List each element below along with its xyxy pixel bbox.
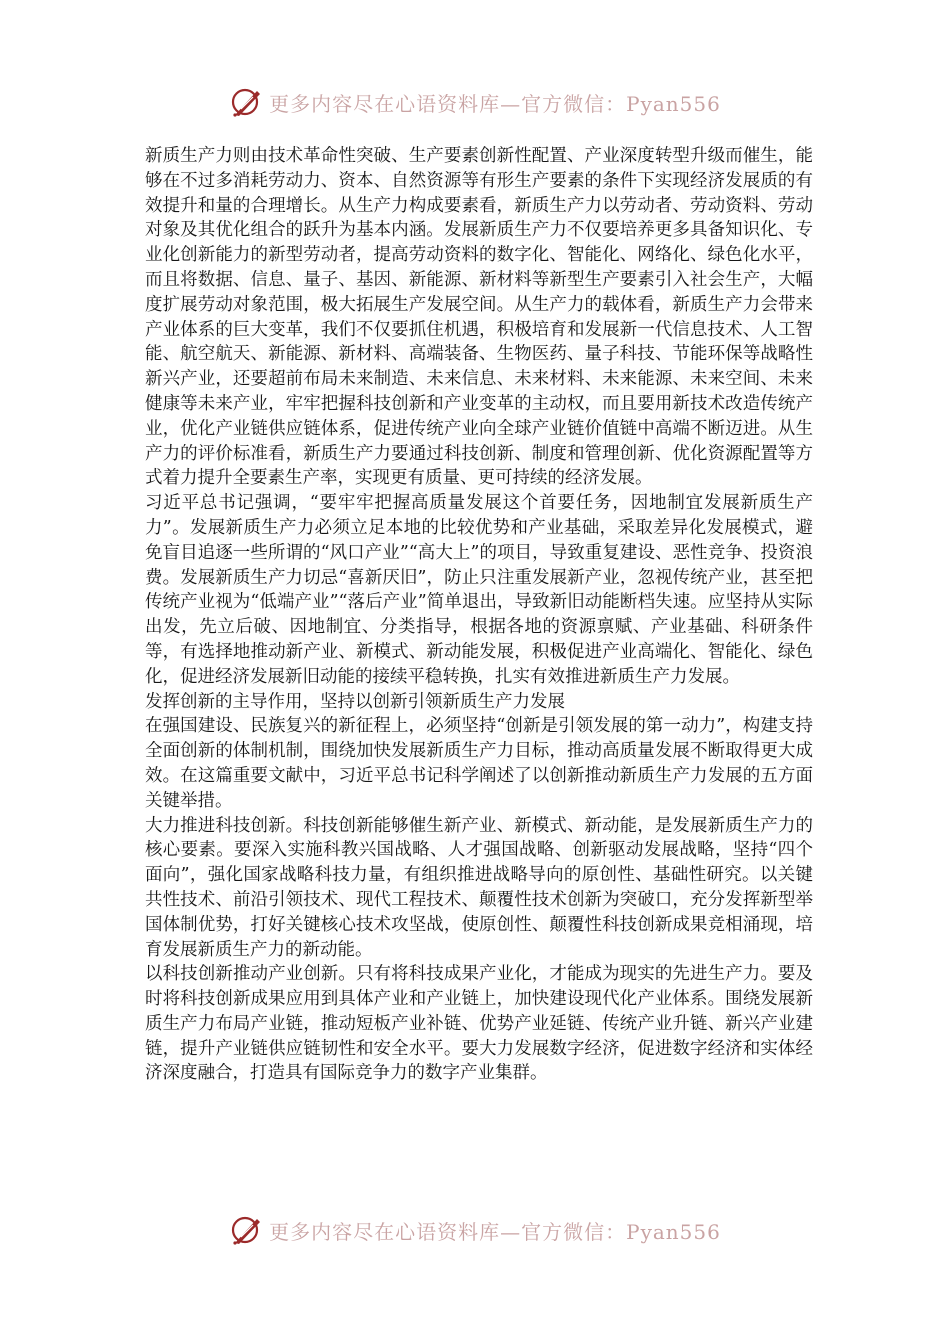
header-banner-text: 更多内容尽在心语资料库—官方微信：Pyan556 xyxy=(269,91,721,116)
paragraph-1: 新质生产力则由技术革命性突破、生产要素创新性配置、产业深度转型升级而催生，能够在不过多消耗劳动力、资本、自然资源等有形生产要素的条件下实现经济发展质的有效提升和量的合理增长。从生产力构成要素看，新质生产力以劳动者、劳动资料、劳动对象及其优化组合的跃升为基本内涵。发展新质生产力不仅要培养更多具备知识化、专业化创新能力的新型劳动者，提高劳动资料的数字化、智能化、网络化、绿色化水平，而且将数据、信息、量子、基因、新能源、新材料等新型生产要素引入社会生产，大幅度扩展劳动对象范围，极大拓展生产发展空间。从生产力的载体看，新质生产力会带来产业体系的巨大变革，我们不仅要抓住机遇，积极培育和发展新一代信息技术、人工智能、航空航天、新能源、新材料、高端装备、生物医药、量子科技、节能环保等战略性新兴产业，还要超前布局未来制造、未来信息、未来材料、未来能源、未来空间、未来健康等未来产业，牢牢把握科技创新和产业变革的主动权，而且要用新技术改造传统产业，优化产业链供应链体系，促进传统产业向全球产业链价值链中高端不断迈进。从生产力的评价标准看，新质生产力要通过科技创新、制度和管理创新、优化资源配置等方式着力提升全要素生产率，实现更有质量、更可持续的经济发展。 xyxy=(145,146,813,489)
paragraph-3: 在强国建设、民族复兴的新征程上，必须坚持“创新是引领发展的第一动力”，构建支持全面创新的体制机制，围绕加快发展新质生产力目标，推动高质量发展不断取得更大成效。在这篇重要文献中，习近平总书记科学阐述了以创新推动新质生产力发展的五方面关键举措。 xyxy=(145,716,813,811)
footer-banner-text: 更多内容尽在心语资料库—官方微信：Pyan556 xyxy=(269,1219,721,1244)
header-banner xyxy=(0,80,950,124)
section-heading: 发挥创新的主导作用，坚持以创新引领新质生产力发展 xyxy=(145,691,565,712)
paragraph-5: 以科技创新推动产业创新。只有将科技成果产业化，才能成为现实的先进生产力。要及时将科技创新成果应用到具体产业和产业链上，加快建设现代化产业体系。围绕发展新质生产力布局产业链，推动短板产业补链、优势产业延链、传统产业升链、新兴产业建链，提升产业链供应链韧性和安全水平。要大力发展数字经济，促进数字经济和实体经济深度融合，打造具有国际竞争力的数字产业集群。 xyxy=(145,964,813,1084)
paragraph-4: 大力推进科技创新。科技创新能够催生新产业、新模式、新动能，是发展新质生产力的核心要素。要深入实施科教兴国战略、人才强国战略、创新驱动发展战略，坚持“四个面向”，强化国家战略科技力量，有组织推进战略导向的原创性、基础性研究。以关键共性技术、前沿引领技术、现代工程技术、颠覆性技术创新为突破口，充分发挥新型举国体制优势，打好关键核心技术攻坚战，使原创性、颠覆性科技创新成果竞相涌现，培育发展新质生产力的新动能。 xyxy=(145,815,813,960)
quill-pen-logo-icon xyxy=(229,85,263,119)
footer-banner xyxy=(0,1208,950,1252)
paragraph-2: 习近平总书记强调，“要牢牢把握高质量发展这个首要任务，因地制宜发展新质生产力”。发展新质生产力必须立足本地的比较优势和产业基础，采取差异化发展模式，避免盲目追逐一些所谓的“风口产业”“高大上”的项目，导致重复建设、恶性竞争、投资浪费。发展新质生产力切忌“喜新厌旧”，防止只注重发展新产业，忽视传统产业，甚至把传统产业视为“低端产业”“落后产业”简单退出，导致新旧动能断档失速。应坚持从实际出发，先立后破、因地制宜、分类指导，根据各地的资源禀赋、产业基础、科研条件等，有选择地推动新产业、新模式、新动能发展，积极促进产业高端化、智能化、绿色化，促进经济发展新旧动能的接续平稳转换，扎实有效推进新质生产力发展。 xyxy=(145,493,813,687)
quill-pen-logo-icon xyxy=(229,1213,263,1247)
document-body xyxy=(145,144,813,1086)
